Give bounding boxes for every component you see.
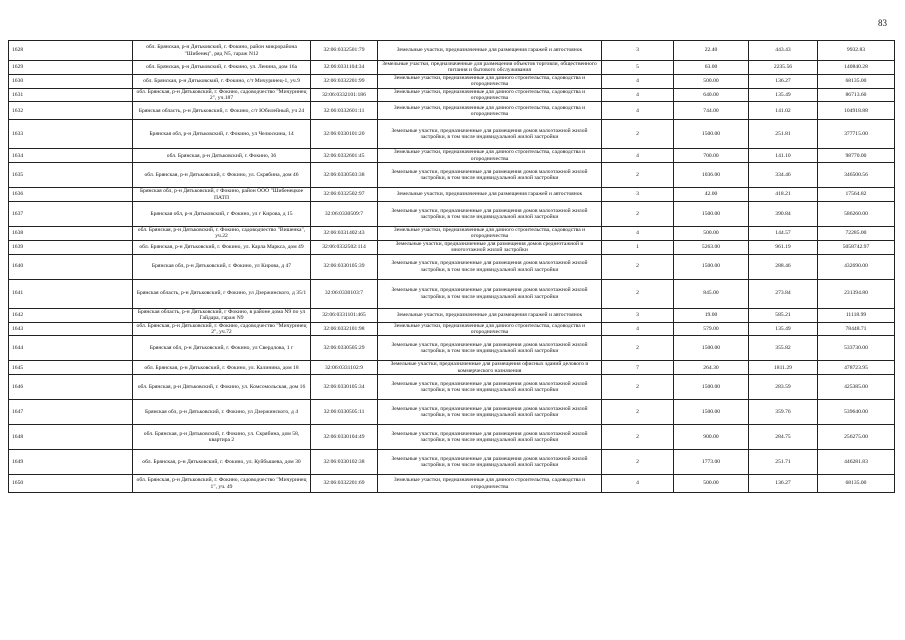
cadastral-value-cell: 68135.00 (818, 74, 895, 88)
area-cell: 845.00 (674, 279, 749, 308)
land-use-cell: Земельные участки, предназначенные для размещения домов малоэтажной жилой застройки, в том числе индивидуальной жилой застройки (378, 163, 602, 188)
cadastral-number-cell: 32:06:0330505:29 (311, 336, 378, 361)
address-cell: обл. Брянская, р-н Дятьковский, г. Фокино, с/т Мичуринец-1, уч.9 (133, 74, 311, 88)
group-cell: 3 (602, 188, 674, 202)
cadastral-value-cell: 425385.00 (818, 375, 895, 400)
rate-cell: 961.19 (749, 240, 818, 254)
rate-cell: 284.75 (749, 425, 818, 450)
area-cell: 700.00 (674, 149, 749, 163)
row-number: 1633 (9, 120, 133, 149)
cadastral-number-cell: 32:06:0330105:39 (311, 254, 378, 279)
area-cell: 500.00 (674, 475, 749, 493)
table-row (9, 322, 895, 336)
cadastral-value-cell: 11118.99 (818, 308, 895, 322)
area-cell: 1036.00 (674, 163, 749, 188)
table-row (9, 74, 895, 88)
rate-cell: 2235.56 (749, 61, 818, 75)
row-number: 1645 (9, 361, 133, 375)
row-number: 1637 (9, 202, 133, 227)
row-number: 1649 (9, 450, 133, 475)
group-cell: 4 (602, 102, 674, 120)
area-cell: 1500.00 (674, 336, 749, 361)
table-body (9, 41, 895, 493)
area-cell: 63.00 (674, 61, 749, 75)
table-row (9, 425, 895, 450)
address-cell: обл. Брянская, р-н Дятьковский, г. Фокино, ул. Скрябина, дом 58, квартира 2 (133, 425, 311, 450)
cadastral-number-cell: 32:06:0330105:34 (311, 375, 378, 400)
group-cell: 2 (602, 163, 674, 188)
table-row (9, 88, 895, 102)
address-cell: обл. Брянская, р-н Дятьковский, г. Фокино, садоводчество "Вишенка", уч.22 (133, 227, 311, 241)
address-cell: обл. Брянская, р-н Дятьковский, г. Фокино, ул. Калинина, дом 18 (133, 361, 311, 375)
land-use-cell: Земельные участки, предназначенные для дачного строительства, садоводства и огородничества (378, 102, 602, 120)
table-row (9, 254, 895, 279)
area-cell: 900.00 (674, 425, 749, 450)
table-row (9, 41, 895, 61)
area-cell: 500.00 (674, 227, 749, 241)
table-row (9, 240, 895, 254)
address-cell: Брянская обл, р-н Дятьковский, г Фокино, ул г Кирова, д 15 (133, 202, 311, 227)
row-number: 1631 (9, 88, 133, 102)
cadastral-number-cell: 32:06:0331101:465 (311, 308, 378, 322)
rate-cell: 135.49 (749, 322, 818, 336)
land-use-cell: Земельные участки, предназначенные для размещения гаражей и автостоянок (378, 188, 602, 202)
area-cell: 19.00 (674, 308, 749, 322)
group-cell: 4 (602, 227, 674, 241)
cadastral-number-cell: 32:06:0332502:97 (311, 188, 378, 202)
table-row (9, 202, 895, 227)
group-cell: 4 (602, 475, 674, 493)
row-number: 1628 (9, 41, 133, 61)
address-cell: обл. Брянская, р-н Дятьковский, г. Фокино, 36 (133, 149, 311, 163)
address-cell: обл. Брянская, р-н Дятьковский, г. Фокино, садоводчество "Мичуринец 2", уч.72 (133, 322, 311, 336)
table-row (9, 163, 895, 188)
cadastral-value-cell: 78448.71 (818, 322, 895, 336)
cadastral-number-cell: 32:06:0332201:69 (311, 475, 378, 493)
cadastral-value-cell: 446281.83 (818, 450, 895, 475)
land-registry-table (8, 40, 895, 493)
land-use-cell: Земельные участки, предназначенные для дачного строительства, садоводства и огородничества (378, 149, 602, 163)
address-cell: обл. Брянская, р-н Дятьковский, г. Фокино, ул. Карла Маркса, дом 49 (133, 240, 311, 254)
rate-cell: 334.46 (749, 163, 818, 188)
cadastral-value-cell: 17564.82 (818, 188, 895, 202)
table-row (9, 61, 895, 75)
row-number: 1641 (9, 279, 133, 308)
land-use-cell: Земельные участки, предназначенные для размещения объектов торговли, общественного питания и бытового обслуживания (378, 61, 602, 75)
land-use-cell: Земельные участки, предназначенные для размещения домов малоэтажной жилой застройки, в том числе индивидуальной жилой застройки (378, 375, 602, 400)
cadastral-value-cell: 9932.83 (818, 41, 895, 61)
table-row (9, 450, 895, 475)
rate-cell: 288.46 (749, 254, 818, 279)
table-row (9, 308, 895, 322)
rate-cell: 283.59 (749, 375, 818, 400)
group-cell: 2 (602, 202, 674, 227)
table-row (9, 361, 895, 375)
cadastral-value-cell: 377715.00 (818, 120, 895, 149)
rate-cell: 585.21 (749, 308, 818, 322)
address-cell: Брянская обл, р-н Дятьковский, г. Фокино, ул Дзержинского, д 4 (133, 400, 311, 425)
cadastral-number-cell: 32:06:0330103:7 (311, 279, 378, 308)
land-use-cell: Земельные участки, предназначенные для размещения домов малоэтажной жилой застройки, в том числе индивидуальной жилой застройки (378, 425, 602, 450)
cadastral-value-cell: 539640.00 (818, 400, 895, 425)
cadastral-number-cell: 32:06:0330503:38 (311, 163, 378, 188)
rate-cell: 144.57 (749, 227, 818, 241)
group-cell: 3 (602, 41, 674, 61)
area-cell: 42.00 (674, 188, 749, 202)
cadastral-number-cell: 32:06:0330505:11 (311, 400, 378, 425)
group-cell: 4 (602, 88, 674, 102)
row-number: 1643 (9, 322, 133, 336)
address-cell: Брянская обл, р-н Дятьковский, г Фокино, район ООО "Шибенецкое ПАТП (133, 188, 311, 202)
group-cell: 4 (602, 322, 674, 336)
address-cell: Брянская обл, р-н Дятьковский, г. Фокино, ул Челюскина, 14 (133, 120, 311, 149)
row-number: 1639 (9, 240, 133, 254)
cadastral-number-cell: 32:06:0332101:98 (311, 322, 378, 336)
cadastral-number-cell: 32:06:0331104:34 (311, 61, 378, 75)
land-use-cell: Земельные участки, предназначенные для размещения домов малоэтажной жилой застройки, в том числе индивидуальной жилой застройки (378, 120, 602, 149)
address-cell: обл. Брянская, р-н Дятьковский, г. Фокино, район микрорайона "Шибенец", ряд N5, гараж N12 (133, 41, 311, 61)
group-cell: 4 (602, 74, 674, 88)
row-number: 1630 (9, 74, 133, 88)
land-use-cell: Земельные участки, предназначенные для размещения домов малоэтажной жилой застройки, в том числе индивидуальной жилой застройки (378, 202, 602, 227)
table-row (9, 227, 895, 241)
table-row (9, 149, 895, 163)
group-cell: 5 (602, 61, 674, 75)
land-use-cell: Земельные участки, предназначенные для дачного строительства, садоводства и огородничества (378, 74, 602, 88)
area-cell: 22.40 (674, 41, 749, 61)
land-use-cell: Земельные участки, предназначенные для размещения домов среднеэтажной и многоэтажной жилой застройки (378, 240, 602, 254)
table-row (9, 400, 895, 425)
table-row (9, 375, 895, 400)
cadastral-number-cell: 32:06:0330102:38 (311, 450, 378, 475)
address-cell: обл. Брянская, р-н Дятьковский, г. Фокино, садоводчество "Мичуринец 1", уч. 49 (133, 475, 311, 493)
table-row (9, 120, 895, 149)
address-cell: Брянская обл, р-н Дятьковский, г. Фокино, ул Кирова, д 47 (133, 254, 311, 279)
row-number: 1650 (9, 475, 133, 493)
cadastral-number-cell: 32:06:0332201:99 (311, 74, 378, 88)
group-cell: 2 (602, 120, 674, 149)
area-cell: 1500.00 (674, 375, 749, 400)
address-cell: обл. Брянская, р-н Дятьковский, г. Фокино, ул. Комсомольская, дом 16 (133, 375, 311, 400)
group-cell: 2 (602, 400, 674, 425)
rate-cell: 251.71 (749, 450, 818, 475)
cadastral-number-cell: 32:06:0332502:114 (311, 240, 378, 254)
land-use-cell: Земельные участки, предназначенные для дачного строительства, садоводства и огородничества (378, 322, 602, 336)
row-number: 1629 (9, 61, 133, 75)
rate-cell: 136.27 (749, 74, 818, 88)
row-number: 1636 (9, 188, 133, 202)
cadastral-value-cell: 68135.00 (818, 475, 895, 493)
rate-cell: 390.84 (749, 202, 818, 227)
rate-cell: 273.84 (749, 279, 818, 308)
land-use-cell: Земельные участки, предназначенные для размещения гаражей и автостоянок (378, 41, 602, 61)
land-use-cell: Земельные участки, предназначенные для размещения гаражей и автостоянок (378, 308, 602, 322)
row-number: 1644 (9, 336, 133, 361)
cadastral-number-cell: 32:06:0330509:7 (311, 202, 378, 227)
rate-cell: 418.21 (749, 188, 818, 202)
group-cell: 2 (602, 450, 674, 475)
group-cell: 3 (602, 308, 674, 322)
group-cell: 2 (602, 254, 674, 279)
cadastral-value-cell: 478723.95 (818, 361, 895, 375)
cadastral-number-cell: 32:06:0332601:11 (311, 102, 378, 120)
group-cell: 2 (602, 375, 674, 400)
cadastral-value-cell: 346500.56 (818, 163, 895, 188)
land-use-cell: Земельные участки, предназначенные для размещения домов малоэтажной жилой застройки, в том числе индивидуальной жилой застройки (378, 254, 602, 279)
rate-cell: 443.43 (749, 41, 818, 61)
group-cell: 2 (602, 336, 674, 361)
cadastral-number-cell: 32:06:0332601:45 (311, 149, 378, 163)
address-cell: Брянская обл, р-н Дятьковский, г. Фокино, ул Свердлова, 1 г (133, 336, 311, 361)
land-use-cell: Земельные участки, предназначенные для дачного строительства, садоводства и огородничества (378, 475, 602, 493)
rate-cell: 359.76 (749, 400, 818, 425)
area-cell: 579.00 (674, 322, 749, 336)
address-cell: обл. Брянская, р-н Дятьковский, г. Фокино, садоводчество "Мичуринец 2", уч.187 (133, 88, 311, 102)
cadastral-value-cell: 533730.00 (818, 336, 895, 361)
rate-cell: 251.81 (749, 120, 818, 149)
row-number: 1648 (9, 425, 133, 450)
address-cell: обл. Брянская, р-н Дятьковский, г. Фокино, ул. Скрябина, дом 46 (133, 163, 311, 188)
address-cell: Брянская область, р-н Дятьковский, г Фокино, ул Дзержинского, д 35/1 (133, 279, 311, 308)
address-cell: обл. Брянская, р-н Дятьковский, г. Фокино, ул. Куйбышева, дом 30 (133, 450, 311, 475)
group-cell: 4 (602, 149, 674, 163)
row-number: 1647 (9, 400, 133, 425)
cadastral-value-cell: 98770.00 (818, 149, 895, 163)
table-row (9, 279, 895, 308)
group-cell: 7 (602, 361, 674, 375)
table-row (9, 188, 895, 202)
row-number: 1634 (9, 149, 133, 163)
cadastral-value-cell: 231394.80 (818, 279, 895, 308)
row-number: 1646 (9, 375, 133, 400)
page-number: 83 (878, 18, 887, 28)
cadastral-value-cell: 72285.00 (818, 227, 895, 241)
cadastral-number-cell: 32:06:0332501:79 (311, 41, 378, 61)
area-cell: 1500.00 (674, 202, 749, 227)
address-cell: Брянская область, р-н Дятьковский, г Фокино, в районе дома N9 по ул Гайдара, гараж N9 (133, 308, 311, 322)
cadastral-value-cell: 5058742.97 (818, 240, 895, 254)
area-cell: 5263.00 (674, 240, 749, 254)
land-use-cell: Земельные участки, предназначенные для дачного строительства, садоводства и огородничества (378, 227, 602, 241)
row-number: 1640 (9, 254, 133, 279)
area-cell: 1500.00 (674, 120, 749, 149)
cadastral-number-cell: 32:06:0331402:43 (311, 227, 378, 241)
cadastral-number-cell: 32:06:0330104:49 (311, 425, 378, 450)
rate-cell: 135.49 (749, 88, 818, 102)
row-number: 1638 (9, 227, 133, 241)
cadastral-value-cell: 256275.00 (818, 425, 895, 450)
rate-cell: 136.27 (749, 475, 818, 493)
row-number: 1635 (9, 163, 133, 188)
area-cell: 1500.00 (674, 400, 749, 425)
land-use-cell: Земельные участки, предназначенные для размещения домов малоэтажной жилой застройки, в том числе индивидуальной жилой застройки (378, 400, 602, 425)
rate-cell: 141.10 (749, 149, 818, 163)
rate-cell: 141.02 (749, 102, 818, 120)
cadastral-value-cell: 104918.88 (818, 102, 895, 120)
address-cell: Брянская область, р-н Дятьковский, г. Фокино, с/т Юбилейный, уч 24 (133, 102, 311, 120)
area-cell: 264.30 (674, 361, 749, 375)
area-cell: 1500.00 (674, 254, 749, 279)
rate-cell: 1811.29 (749, 361, 818, 375)
table-row (9, 475, 895, 493)
group-cell: 1 (602, 240, 674, 254)
land-use-cell: Земельные участки, предназначенные для размещения офисных зданий делового и коммерческого назначения (378, 361, 602, 375)
cadastral-number-cell: 32:06:0331102:9 (311, 361, 378, 375)
cadastral-value-cell: 586260.00 (818, 202, 895, 227)
group-cell: 2 (602, 279, 674, 308)
table-row (9, 336, 895, 361)
land-use-cell: Земельные участки, предназначенные для размещения домов малоэтажной жилой застройки, в том числе индивидуальной жилой застройки (378, 336, 602, 361)
cadastral-value-cell: 86713.60 (818, 88, 895, 102)
row-number: 1632 (9, 102, 133, 120)
land-use-cell: Земельные участки, предназначенные для размещения домов малоэтажной жилой застройки, в том числе индивидуальной жилой застройки (378, 450, 602, 475)
area-cell: 744.00 (674, 102, 749, 120)
table-row (9, 102, 895, 120)
address-cell: обл. Брянская, р-н Дятьковский, г. Фокино, ул. Ленина, дом 16а (133, 61, 311, 75)
area-cell: 500.00 (674, 74, 749, 88)
cadastral-value-cell: 432690.00 (818, 254, 895, 279)
area-cell: 640.00 (674, 88, 749, 102)
cadastral-value-cell: 140840.28 (818, 61, 895, 75)
group-cell: 2 (602, 425, 674, 450)
row-number: 1642 (9, 308, 133, 322)
area-cell: 1773.00 (674, 450, 749, 475)
land-use-cell: Земельные участки, предназначенные для дачного строительства, садоводства и огородничества (378, 88, 602, 102)
rate-cell: 355.82 (749, 336, 818, 361)
cadastral-number-cell: 32:06:0330101:20 (311, 120, 378, 149)
cadastral-number-cell: 32:06:0332101:186 (311, 88, 378, 102)
land-use-cell: Земельные участки, предназначенные для размещения домов малоэтажной жилой застройки, в том числе индивидуальной жилой застройки (378, 279, 602, 308)
